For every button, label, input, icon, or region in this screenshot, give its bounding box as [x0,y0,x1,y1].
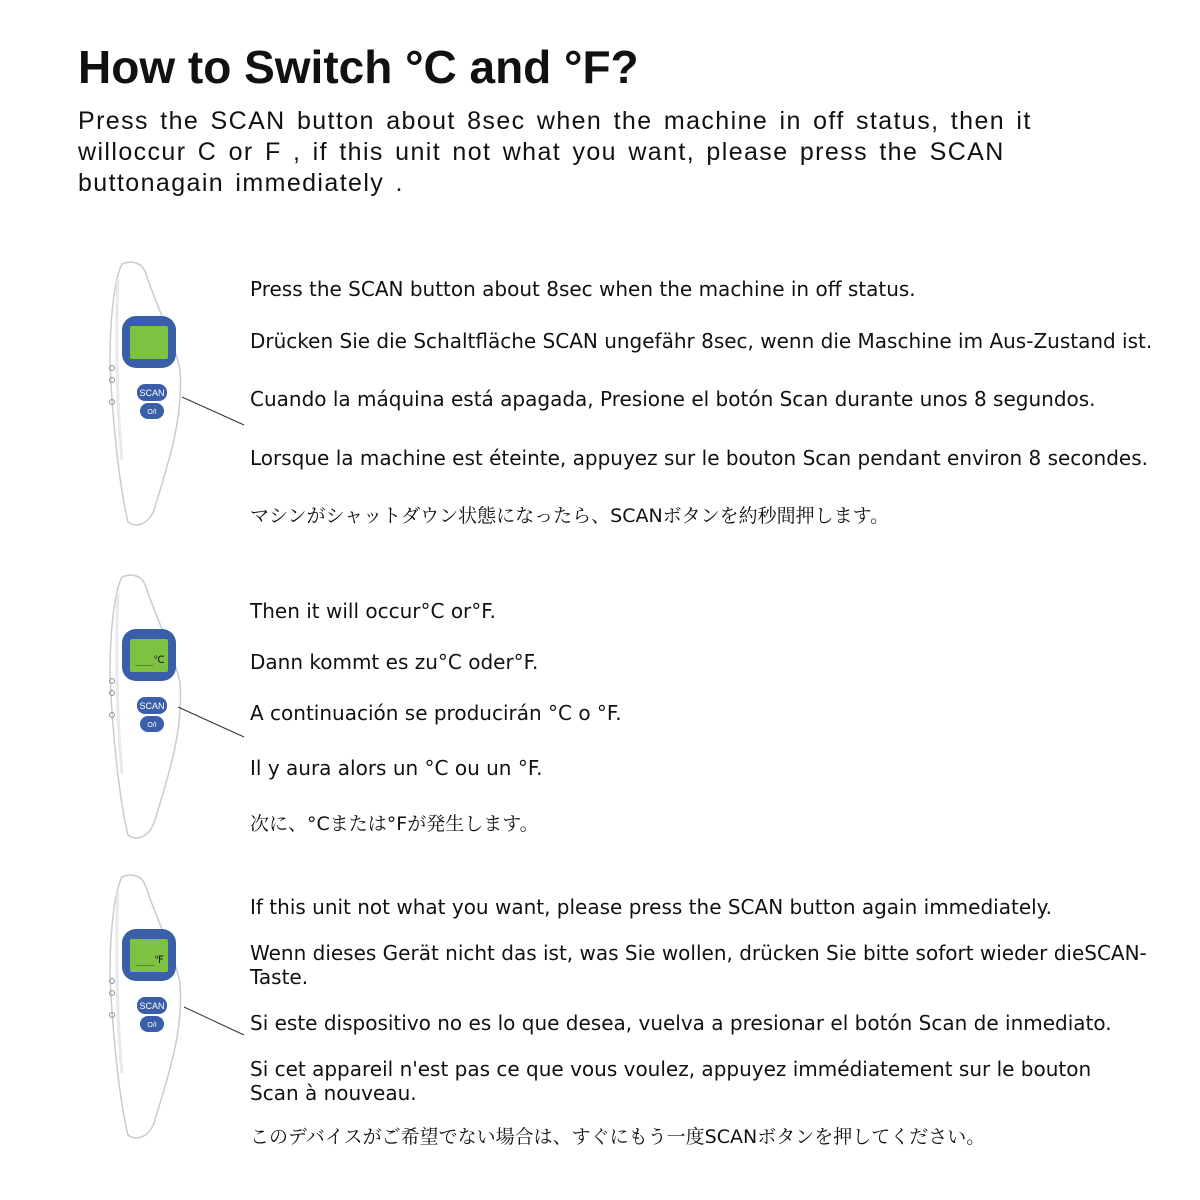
lcd-screen [122,929,176,981]
lcd-screen [122,629,176,681]
instruction-es: Si este dispositivo no es lo que desea, vuelva a presionar el botón Scan de inmediato. [250,1011,1112,1035]
instruction-en: Then it will occur°C or°F. [250,599,496,623]
power-button [140,716,164,732]
intro-text [78,106,1158,199]
instruction-en: Press the SCAN button about 8sec when the machine in off status. [250,277,916,301]
instruction-es: A continuación se producirán °C o °F. [250,701,622,725]
instruction-ja: このデバイスがご希望でない場合は、すぐにもう一度SCANボタンを押してください。 [250,1126,986,1148]
scan-button [137,997,167,1014]
svg-text:O/I: O/I [147,409,157,416]
pointer-line [180,395,250,430]
svg-text:O/I: O/I [147,722,157,729]
instruction-de: Drücken Sie die Schaltfläche SCAN ungefähr 8sec, wenn die Maschine im Aus-Zustand ist. [250,329,1153,353]
lcd-readout: ___℉ [136,955,164,966]
instruction-de: Wenn dieses Gerät nicht das ist, was Sie wollen, drücken Sie bitte sofort wieder dieSCAN-Taste. [250,941,1147,989]
intro-line: Press the SCAN button about 8sec when the machine in off status, then it [78,107,1032,135]
instruction-en: If this unit not what you want, please press the SCAN button again immediately. [250,895,1053,919]
intro-line: willoccur C or F , if this unit not what you want, please press the SCAN [78,138,1005,166]
instruction-de: Dann kommt es zu°C oder°F. [250,650,539,674]
thermometer-illustration [96,873,192,1143]
thermometer-illustration [96,260,192,530]
svg-text:SCAN: SCAN [139,701,165,711]
instruction-ja: 次に、°Cまたは°Fが発生します。 [250,813,539,835]
power-button [140,1016,164,1032]
svg-text:O/I: O/I [147,1022,157,1029]
instruction-es: Cuando la máquina está apagada, Presione el botón Scan durante unos 8 segundos. [250,387,1096,411]
pointer-line [182,1005,250,1039]
instruction-ja: マシンがシャットダウン状態になったら、SCANボタンを約秒間押します。 [250,505,890,527]
page-title: How to Switch °C and °F? [78,41,639,93]
svg-text:SCAN: SCAN [139,1001,165,1011]
svg-text:SCAN: SCAN [139,388,165,398]
lcd-screen [122,316,176,368]
scan-button [137,384,167,402]
scan-button [137,697,167,714]
intro-line: buttonagain immediately . [78,169,404,197]
instruction-fr: Il y aura alors un °C ou un °F. [250,756,543,780]
power-button [140,403,164,419]
instruction-fr: Si cet appareil n'est pas ce que vous voulez, appuyez immédiatement sur le bouton Scan à nouveau. [250,1057,1092,1105]
lcd-readout: ___℃ [135,655,165,666]
pointer-line [176,705,250,740]
instruction-fr: Lorsque la machine est éteinte, appuyez sur le bouton Scan pendant environ 8 secondes. [250,446,1148,470]
